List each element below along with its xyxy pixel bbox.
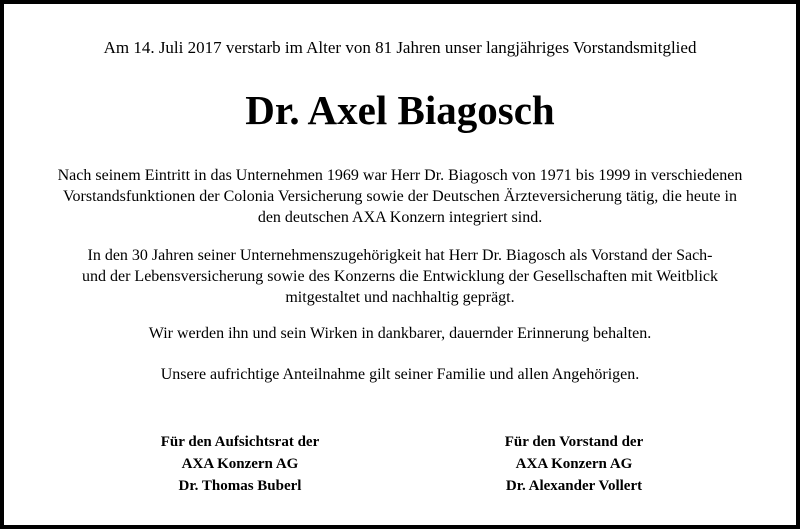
paragraph-condolence: Unsere aufrichtige Anteilnahme gilt seiner Familie und allen Angehörigen. — [160, 366, 640, 383]
paragraph-line: In den 30 Jahren seiner Unternehmenszugehörigkeit hat Herr Dr. Biagosch als Vorstand der Sach- — [87, 247, 713, 264]
paragraph-line: und der Lebensversicherung sowie des Konzerns die Entwicklung der Gesellschaften mit Weitblick — [81, 268, 718, 285]
paragraph-line: mitgestaltet und nachhaltig geprägt. — [285, 289, 515, 306]
signature-executive-board — [424, 431, 724, 497]
paragraph-line: den deutschen AXA Konzern integriert sind. — [257, 209, 543, 226]
paragraph-career — [40, 165, 760, 228]
signature-person: Dr. Thomas Buberl — [178, 478, 302, 494]
paragraph-line: Nach seinem Eintritt in das Unternehmen 1969 war Herr Dr. Biagosch von 1971 bis 1999 in verschiedenen — [57, 167, 743, 184]
intro-line: Am 14. Juli 2017 verstarb im Alter von 81 Jahren unser langjähriges Vorstandsmitglied — [103, 38, 697, 57]
signature-company: AXA Konzern AG — [515, 456, 633, 472]
signature-supervisory-board — [90, 431, 390, 497]
paragraph-line: Vorstandsfunktionen der Colonia Versicherung sowie der Deutschen Ärzteversicherung tätig, die heute in — [63, 188, 737, 205]
paragraph-remembrance: Wir werden ihn und sein Wirken in dankbarer, dauernder Erinnerung behalten. — [148, 325, 652, 342]
signature-company: AXA Konzern AG — [181, 456, 299, 472]
deceased-name: Dr. Axel Biagosch — [245, 87, 555, 133]
signature-person: Dr. Alexander Vollert — [505, 478, 643, 494]
paragraph-achievements — [40, 245, 760, 308]
signature-body: Für den Vorstand der — [504, 434, 644, 450]
signature-body: Für den Aufsichtsrat der — [160, 434, 320, 450]
